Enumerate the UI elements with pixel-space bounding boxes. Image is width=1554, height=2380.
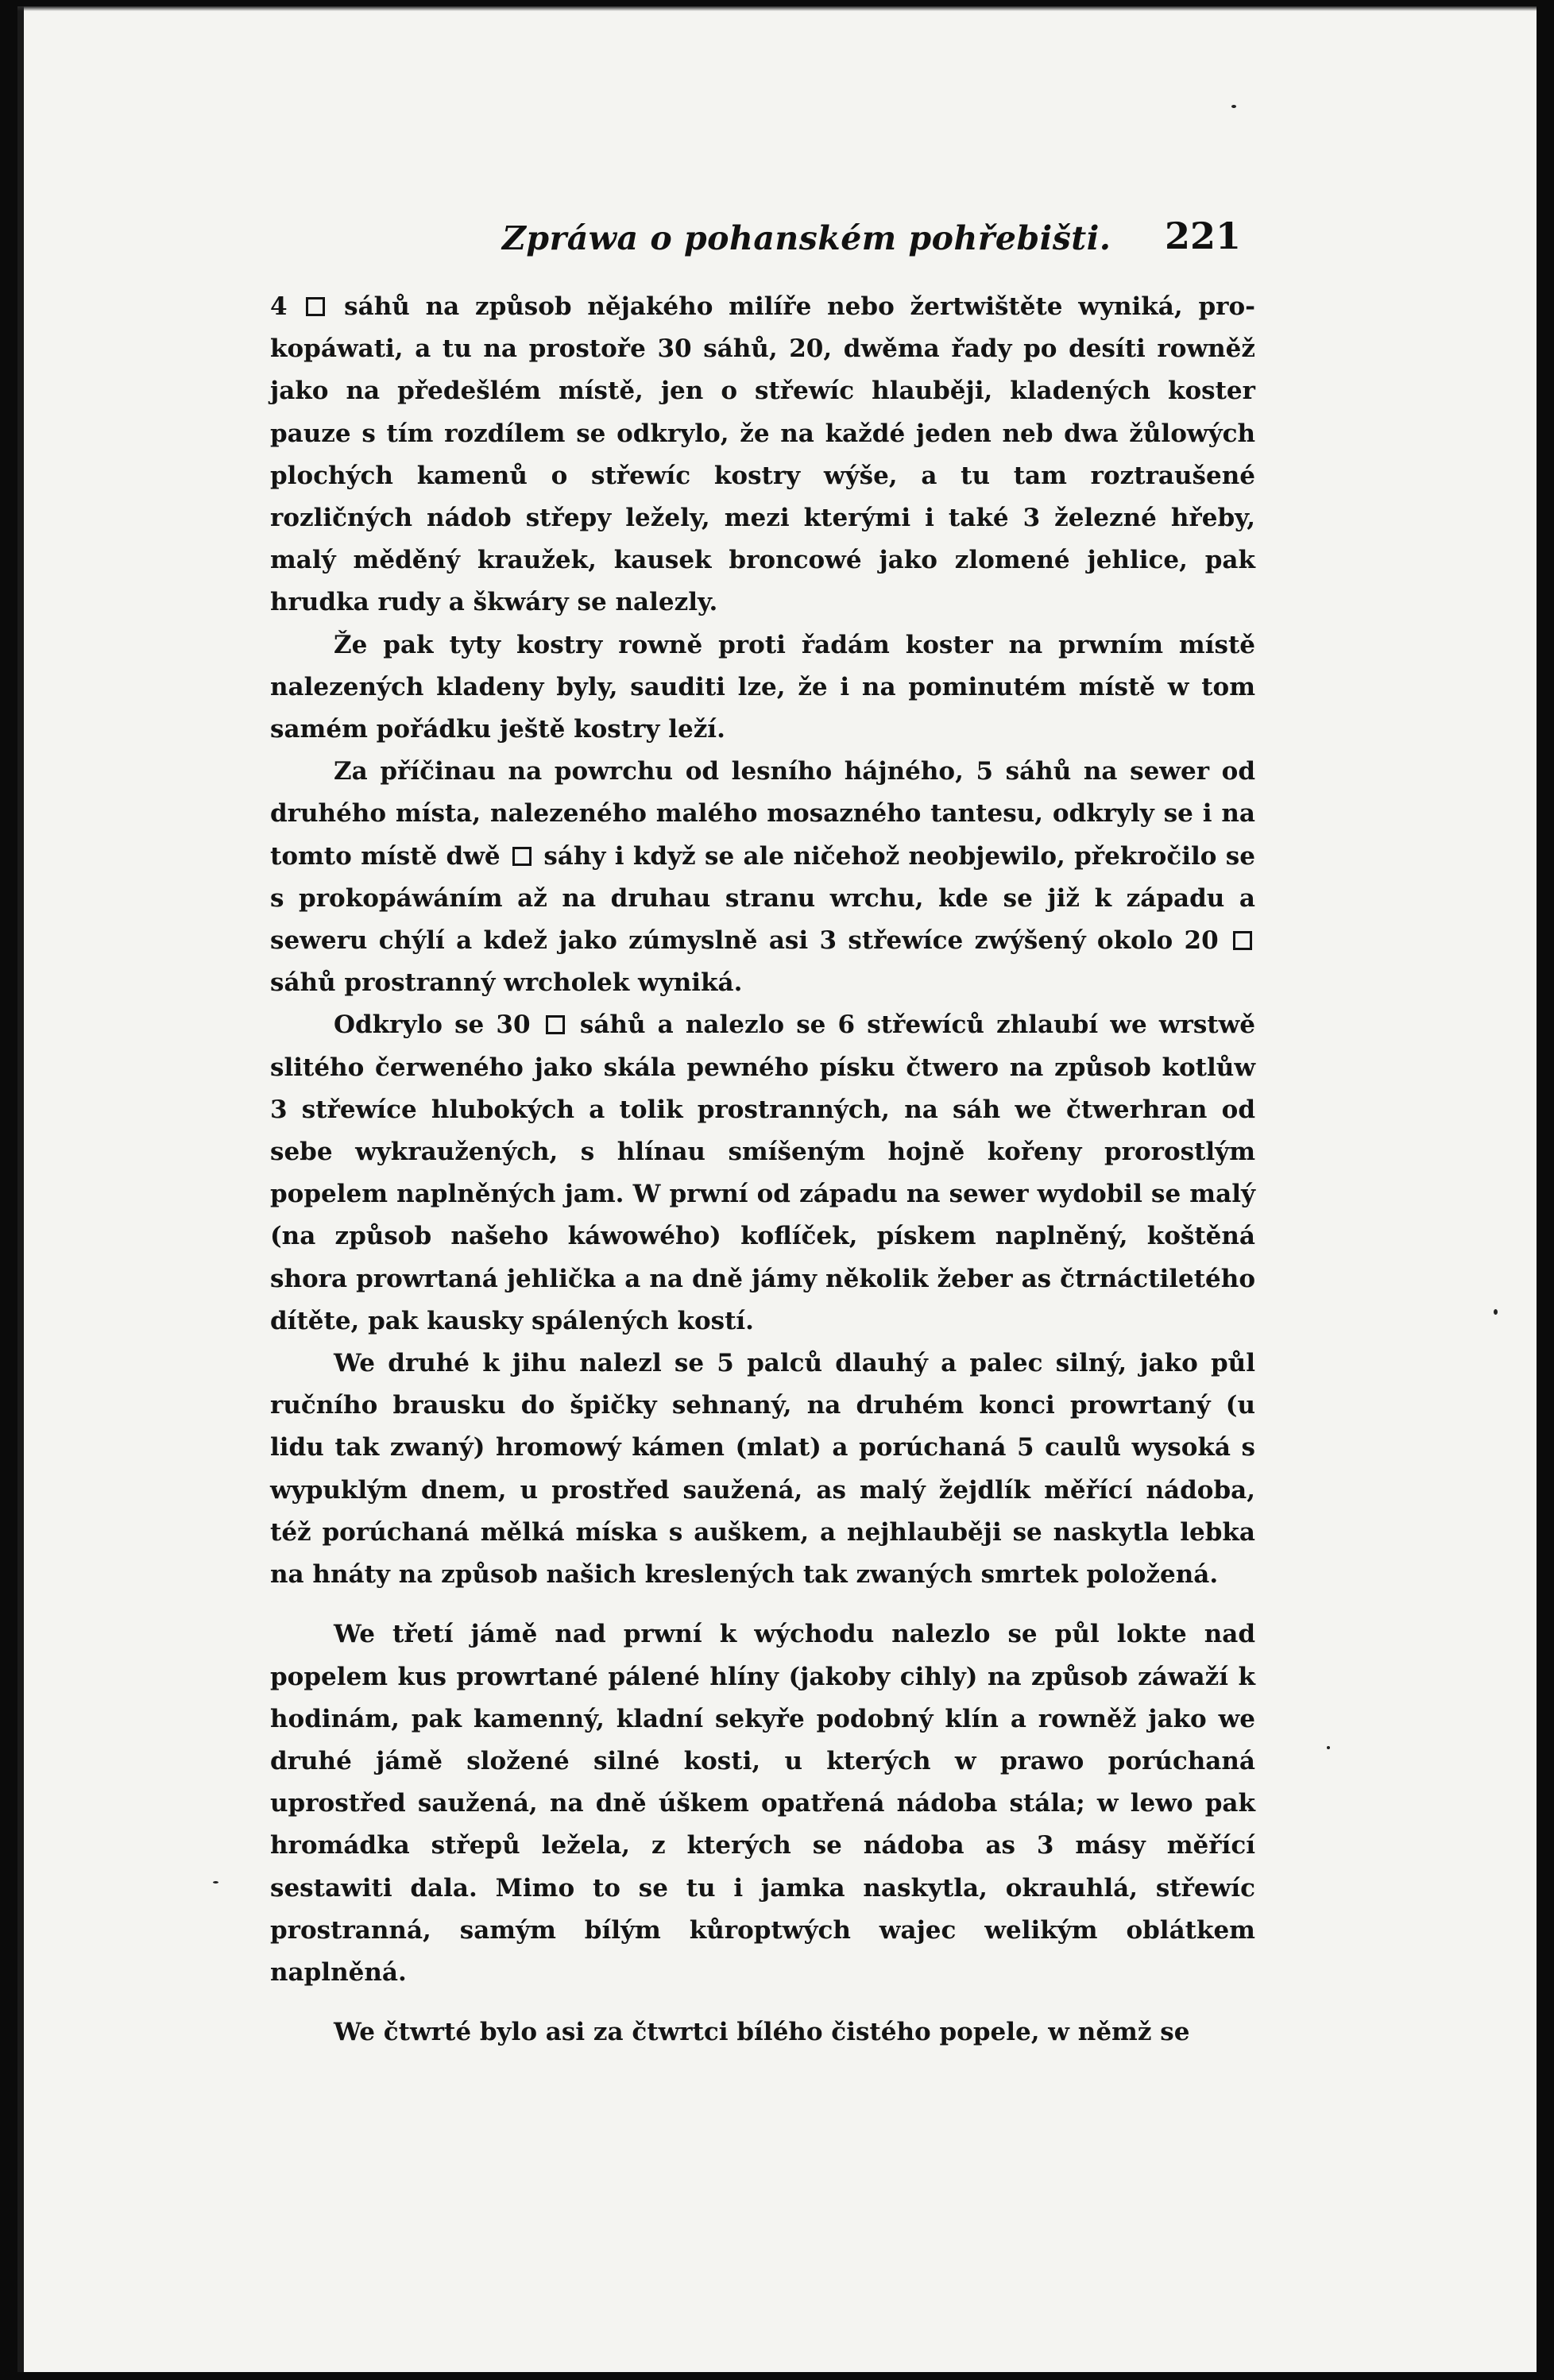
page-header bbox=[248, 214, 1265, 270]
paragraph-2: Že pak tyty kostry rowně proti řadám koster na prwním místě nalezených kladeny byly, sauditi lze, že i na pominutém místě w tom samém pořádku ještě kostry leží. bbox=[270, 630, 1255, 744]
book-spine-edge bbox=[17, 6, 24, 2372]
square-fathom-symbol bbox=[306, 297, 325, 316]
square-fathom-symbol bbox=[1233, 931, 1252, 950]
body-text bbox=[270, 286, 1255, 2054]
running-title: Zpráwa o pohanském pohřebišti. bbox=[502, 219, 1111, 257]
scan-speck bbox=[1327, 1746, 1330, 1749]
page-top-shadow bbox=[17, 6, 1537, 11]
scan-speck bbox=[1231, 105, 1236, 108]
paragraph-3: Za příčinau na powrchu od lesního hájného, 5 sáhů na sewer od druhého místa, nalezeného malého mosazného tantesu, odkryly se i na tomto místě dwě sáhy i když se ale ničehož neobjewilo, překročilo se s prokopáwáním až na druhau stranu wrchu, kde se již k západu a seweru chýlí a kdež jako zúmyslně asi 3 střewíce zwýšený okolo 20 sáhů prostranný wrcholek wyniká. bbox=[270, 757, 1255, 998]
paragraph-5: We druhé k jihu nalezl se 5 palců dlauhý a palec silný, jako půl ručního brausku do špičky sehnaný, na druhém konci prowrtaný (u lidu tak zwaný) hromowý kámen (mlat) a porúchaná 5 caulů wysoká s wypuklým dnem, u prostřed saužená, as malý žejdlík měřící nádoba, též porúchaná mělká míska s auškem, a nejhlauběji se naskytla lebka na hnáty na způsob našich kreslených tak zwaných smrtek položená. bbox=[270, 1349, 1255, 1590]
scan-speck bbox=[1494, 1309, 1498, 1315]
paragraph-7: We čtwrté bylo asi za čtwrtci bílého čistého popele, w němž se bbox=[334, 2018, 1190, 2047]
square-fathom-symbol bbox=[512, 847, 532, 866]
paragraph-1: 4 sáhů na způsob nějakého milíře nebo žertwištěte wyniká, prokopáwati, a tu na prostoře 30 sáhů, 20, dwěma řady po desíti rowněž jako na předešlém místě, jen o střewíc hlauběji, kladených koster pauze s tím rozdílem se odkrylo, že na každé jeden neb dwa žůlowých plochých kamenů o střewíc kostry wýše, a tu tam roztraušené rozličných nádob střepy ležely, mezi kterými i také 3 železné hřeby, malý měděný kraužek, kausek broncowé jako zlomené jehlice, pak hrudka rudy a škwáry se nalezly. bbox=[270, 292, 1256, 617]
scan-speck bbox=[213, 1881, 218, 1884]
scanned-page bbox=[17, 6, 1537, 2372]
paragraph-4: Odkrylo se 30 sáhů a nalezlo se 6 střewíců zhlaubí we wrstwě slitého čerweného jako skála pewného písku čtwero na způsob kotlůw 3 střewíce hlubokých a tolik prostranných, na sáh we čtwerhran od sebe wykraužených, s hlínau smíšeným hojně kořeny prorostlým popelem naplněných jam. W prwní od západu na sewer wydobil se malý (na způsob našeho káwowého) koflíček, pískem naplněný, koštěná shora prowrtaná jehlička a na dně jámy několik žeber as čtrnáctiletého dítěte, pak kausky spálených kostí. bbox=[270, 1010, 1256, 1335]
page-number: 221 bbox=[1164, 214, 1241, 257]
square-fathom-symbol bbox=[546, 1015, 565, 1034]
paragraph-6: We třetí jámě nad prwní k wýchodu nalezlo se půl lokte nad popelem kus prowrtané pálené hlíny (jakoby cihly) na způsob záwaží k hodinám, pak kamenný, kladní sekyře podobný klín a rowněž jako we druhé jámě složené silné kosti, u kterých w prawo porúchaná uprostřed saužená, na dně úškem opatřená nádoba stála; w lewo pak hromádka střepů ležela, z kterých se nádoba as 3 másy měřící sestawiti dala. Mimo to se tu i jamka naskytla, okrauhlá, střewíc prostranná, samým bílým kůroptwých wajec welikým oblátkem naplněná. bbox=[270, 1620, 1255, 1987]
